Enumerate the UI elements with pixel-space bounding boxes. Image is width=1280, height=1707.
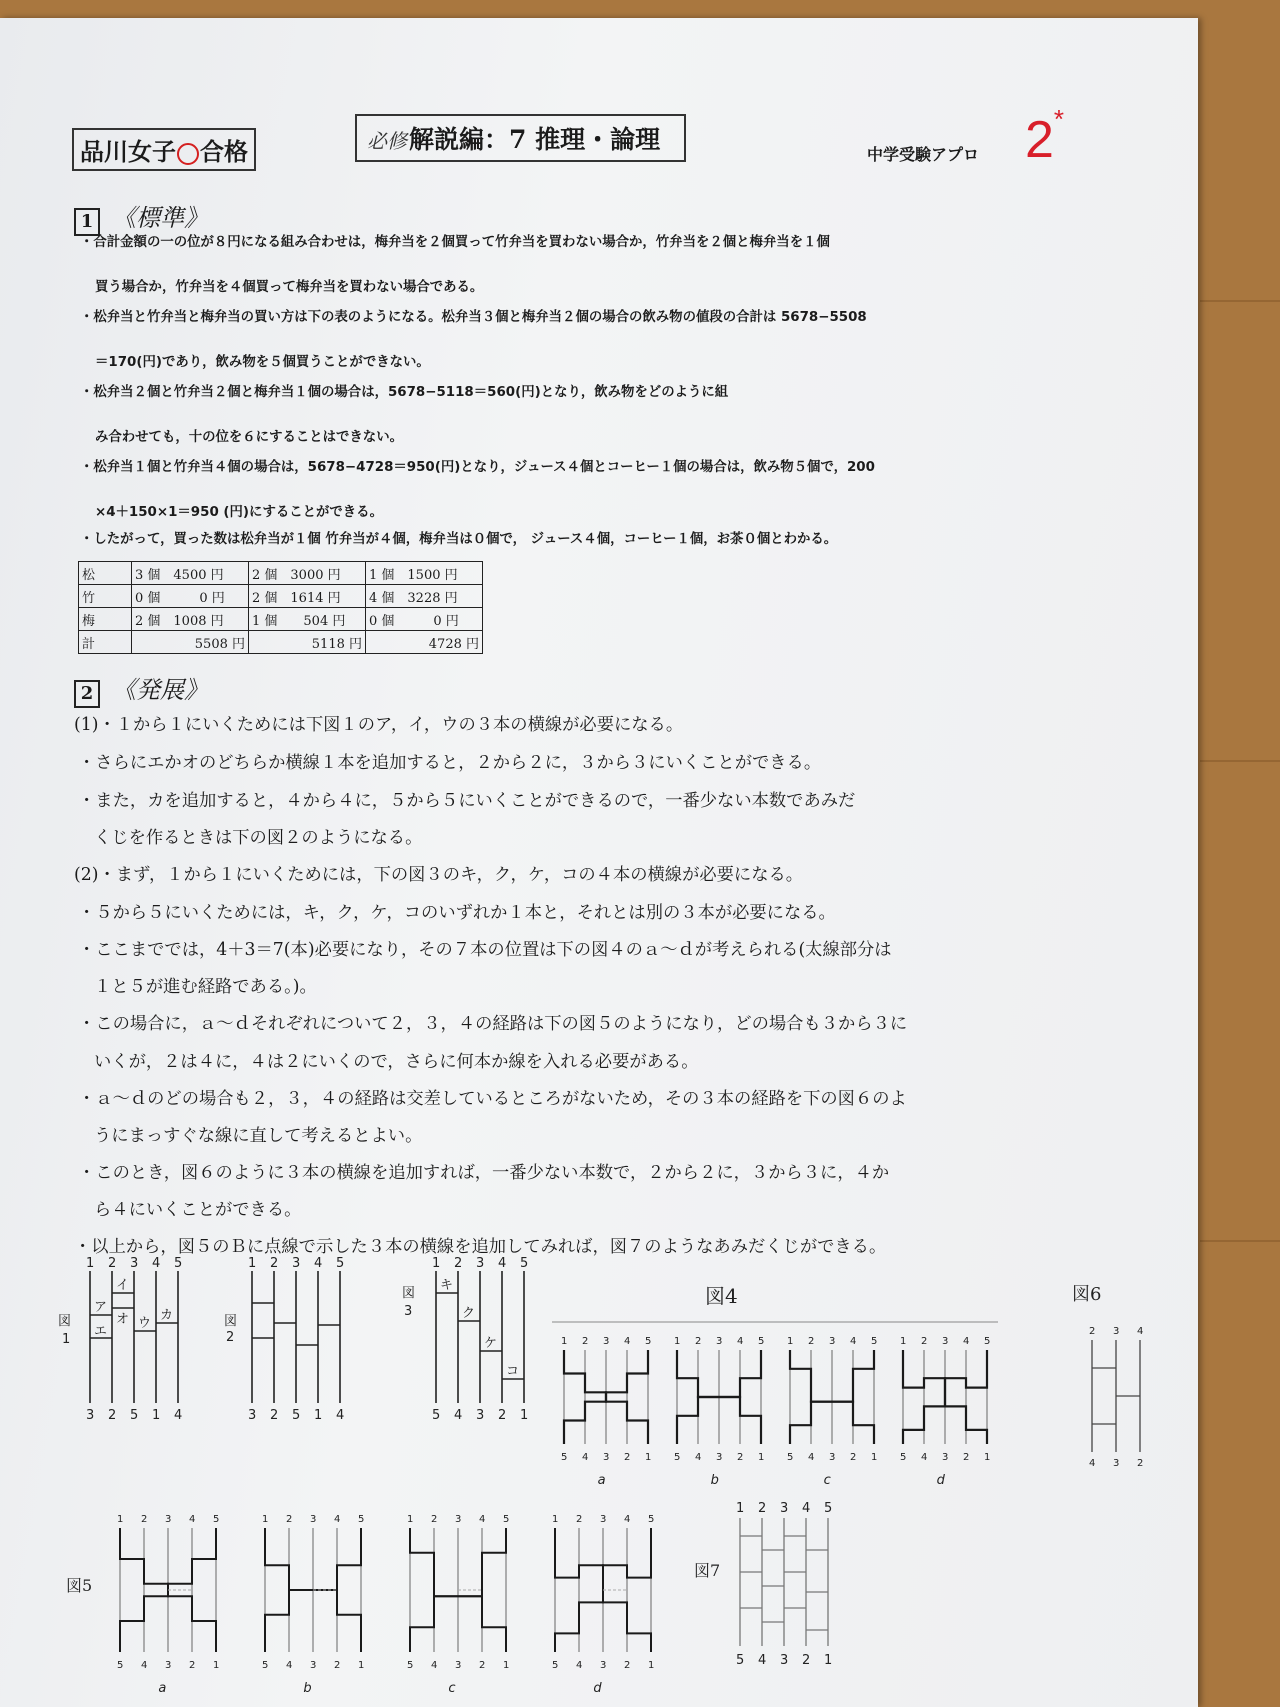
fig6-bottom-num: 2 bbox=[1137, 1458, 1144, 1469]
fig4-bottom-num: 4 bbox=[808, 1452, 815, 1463]
fig4-panel bbox=[900, 1336, 990, 1488]
school-box bbox=[72, 128, 256, 171]
fig5-bottom-num: 4 bbox=[286, 1660, 293, 1671]
fig4-bottom-num: 4 bbox=[921, 1452, 928, 1463]
figure-7 bbox=[728, 1496, 858, 1671]
fig4-top-num: 2 bbox=[695, 1336, 702, 1347]
fig4-top-num: 1 bbox=[787, 1336, 794, 1347]
s2-line: いくが，２は４に，４は２にいくので，さらに何本か線を入れる必要がある。 bbox=[94, 1052, 699, 1072]
fig4-bottom-num: 2 bbox=[624, 1452, 631, 1463]
fig5-sub-label: a bbox=[158, 1681, 167, 1696]
kana-ku: ク bbox=[462, 1306, 476, 1321]
fig2-top-num: 4 bbox=[314, 1256, 323, 1271]
table-cell: 1 個 504 円 bbox=[249, 608, 366, 631]
fig4-panels bbox=[561, 1336, 990, 1488]
fig4-sub-label: d bbox=[936, 1473, 945, 1488]
worksheet-page bbox=[0, 18, 1198, 1707]
fig4-bottom-num: 1 bbox=[871, 1452, 878, 1463]
fig4-bottom-num: 3 bbox=[829, 1452, 836, 1463]
fig3-bottom-num: 4 bbox=[454, 1408, 463, 1423]
fig4-panel bbox=[674, 1336, 764, 1488]
fig7-label: 図7 bbox=[694, 1561, 721, 1580]
fig7-bottom-num: 3 bbox=[780, 1653, 789, 1668]
table-cell: 4728 円 bbox=[366, 631, 483, 654]
fig4-bottom-num: 3 bbox=[716, 1452, 723, 1463]
kana-ke: ケ bbox=[484, 1336, 498, 1351]
fig4-bottom-num: 2 bbox=[737, 1452, 744, 1463]
fig7-top-num: 4 bbox=[802, 1501, 811, 1516]
fig7-top-num: 3 bbox=[780, 1501, 789, 1516]
fig5-top-num: 2 bbox=[576, 1514, 583, 1525]
fig2-bottom-num: 5 bbox=[292, 1408, 301, 1423]
figure-5 bbox=[108, 1496, 688, 1701]
section1-title: 《標準》 bbox=[112, 204, 208, 232]
fig5-top-num: 5 bbox=[358, 1514, 365, 1525]
fig5-top-num: 5 bbox=[503, 1514, 510, 1525]
fig5-bottom-num: 2 bbox=[624, 1660, 631, 1671]
s1-line: ×4＋150×1＝950 (円)にすることができる。 bbox=[95, 505, 383, 520]
fig7-top-num: 2 bbox=[758, 1501, 767, 1516]
fig4-top-num: 3 bbox=[942, 1336, 949, 1347]
fig5-top-num: 2 bbox=[141, 1514, 148, 1525]
fig5-top-num: 4 bbox=[189, 1514, 196, 1525]
table-cell: 竹 bbox=[79, 585, 132, 608]
kana-ko: コ bbox=[506, 1364, 520, 1379]
fig5-bottom-num: 3 bbox=[165, 1660, 172, 1671]
fig5-top-num: 5 bbox=[213, 1514, 220, 1525]
fig2-top-num: 2 bbox=[270, 1256, 279, 1271]
section1-number: 1 bbox=[74, 208, 100, 236]
fig4-top-num: 4 bbox=[624, 1336, 631, 1347]
fig3-top-num: 2 bbox=[454, 1256, 463, 1271]
fig5-sub-label: d bbox=[593, 1681, 602, 1696]
fig5-bottom-num: 1 bbox=[648, 1660, 655, 1671]
wood-grain bbox=[1200, 1240, 1280, 1242]
table-cell: 5508 円 bbox=[132, 631, 249, 654]
section2-title: 《発展》 bbox=[112, 676, 208, 704]
fig2-top-num: 3 bbox=[292, 1256, 301, 1271]
table-cell: 2 個 1008 円 bbox=[132, 608, 249, 631]
table-cell: 梅 bbox=[79, 608, 132, 631]
table-cell: 0 個 0 円 bbox=[132, 585, 249, 608]
s1-line: 買う場合か，竹弁当を４個買って梅弁当を買わない場合である。 bbox=[95, 280, 484, 295]
kana-a: ア bbox=[94, 1300, 108, 1315]
fig1-top-num: 3 bbox=[130, 1256, 139, 1271]
fig5-top-num: 4 bbox=[334, 1514, 341, 1525]
fig4-top-num: 2 bbox=[808, 1336, 815, 1347]
fig4-sub-label: b bbox=[710, 1473, 719, 1488]
hissu-handwritten: 必修 bbox=[367, 129, 407, 153]
fig5-top-num: 1 bbox=[262, 1514, 269, 1525]
table-cell: 計 bbox=[79, 631, 132, 654]
figure-4 bbox=[552, 1310, 1012, 1490]
figure-3 bbox=[400, 1253, 545, 1423]
s2-line: (1)・１から１にいくためには下図１のア，イ，ウの３本の横線が必要になる。 bbox=[74, 715, 684, 735]
fig4-bottom-num: 5 bbox=[561, 1452, 568, 1463]
kana-i: イ bbox=[116, 1278, 130, 1293]
kana-ki: キ bbox=[440, 1278, 454, 1293]
fig1-bottom-num: 4 bbox=[174, 1408, 183, 1423]
fig5-bottom-num: 3 bbox=[455, 1660, 462, 1671]
bento-table bbox=[78, 561, 483, 654]
s1-line: み合わせても，十の位を６にすることはできない。 bbox=[95, 430, 403, 445]
fig5-bottom-num: 1 bbox=[213, 1660, 220, 1671]
fig6-top-num: 4 bbox=[1137, 1326, 1144, 1337]
fig4-bottom-num: 1 bbox=[758, 1452, 765, 1463]
fig4-panel bbox=[787, 1336, 877, 1488]
fig5-top-num: 1 bbox=[552, 1514, 559, 1525]
s1-line: ・松弁当２個と竹弁当２個と梅弁当１個の場合は，5678−5118＝560(円)となり，飲み物をどのように組 bbox=[80, 385, 729, 400]
fig1-bottom-num: 1 bbox=[152, 1408, 161, 1423]
fig4-bottom-num: 3 bbox=[603, 1452, 610, 1463]
s2-line: １と５が進む経路である。)。 bbox=[94, 977, 317, 997]
fig4-label: 図4 bbox=[705, 1284, 738, 1308]
topic-title-box bbox=[355, 114, 686, 162]
fig5-bottom-num: 2 bbox=[334, 1660, 341, 1671]
fig5-label: 図5 bbox=[66, 1576, 93, 1595]
fig4-top-num: 4 bbox=[963, 1336, 970, 1347]
kana-u: ウ bbox=[138, 1316, 152, 1331]
level-number: 2 bbox=[1025, 111, 1054, 169]
s2-line: ・ここまででは，4＋3＝7(本)必要になり，その７本の位置は下の図４のａ〜ｄが考えられる(太線部分は bbox=[78, 940, 892, 960]
fig3-label-a: 図 bbox=[402, 1286, 416, 1301]
fig5-top-num: 4 bbox=[624, 1514, 631, 1525]
table-cell: 2 個 1614 円 bbox=[249, 585, 366, 608]
fig1-top-num: 2 bbox=[108, 1256, 117, 1271]
fig5-top-num: 3 bbox=[455, 1514, 462, 1525]
fig7-top-num: 1 bbox=[736, 1501, 745, 1516]
fig5-top-num: 2 bbox=[431, 1514, 438, 1525]
fig4-top-num: 1 bbox=[900, 1336, 907, 1347]
fig6-bottom-num: 4 bbox=[1089, 1458, 1096, 1469]
fig4-bottom-num: 5 bbox=[787, 1452, 794, 1463]
fig5-bottom-num: 4 bbox=[431, 1660, 438, 1671]
fig3-label-b: 3 bbox=[404, 1304, 413, 1319]
fig1-bottom-num: 2 bbox=[108, 1408, 117, 1423]
s2-line: ・ａ〜ｄのどの場合も２，３，４の経路は交差しているところがないため，その３本の経路を下の図６のよ bbox=[78, 1089, 907, 1109]
fig5-bottom-num: 3 bbox=[600, 1660, 607, 1671]
school-name: 品川女子 bbox=[80, 137, 176, 166]
fig4-bottom-num: 1 bbox=[645, 1452, 652, 1463]
fig4-top-num: 4 bbox=[737, 1336, 744, 1347]
s1-line: ・松弁当１個と竹弁当４個の場合は，5678−4728＝950(円)となり，ジュース４個とコーヒー１個の場合は，飲み物５個で，200 bbox=[80, 460, 875, 475]
s1-line: ＝170(円)であり，飲み物を５個買うことができない。 bbox=[95, 355, 430, 370]
fig2-label-a: 図 bbox=[224, 1314, 238, 1329]
kana-o: オ bbox=[116, 1312, 130, 1327]
fig1-top-num: 1 bbox=[86, 1256, 95, 1271]
figure-6 bbox=[1080, 1318, 1160, 1478]
fig3-top-num: 1 bbox=[432, 1256, 441, 1271]
fig5-bottom-num: 5 bbox=[407, 1660, 414, 1671]
fig1-bottom-num: 5 bbox=[130, 1408, 139, 1423]
s2-line: ・このとき，図６のように３本の横線を追加すれば，一番少ない本数で，２から２に，３から３に，４か bbox=[78, 1163, 890, 1183]
fig3-bottom-num: 1 bbox=[520, 1408, 529, 1423]
figure-1 bbox=[58, 1253, 203, 1423]
s1-line: ・松弁当と竹弁当と梅弁当の買い方は下の表のようになる。松弁当３個と梅弁当２個の場合の飲み物の値段の合計は 5678−5508 bbox=[80, 310, 867, 325]
fig5-sub-label: c bbox=[448, 1681, 456, 1696]
fig5-top-num: 1 bbox=[407, 1514, 414, 1525]
fig2-top-num: 5 bbox=[336, 1256, 345, 1271]
fig4-top-num: 3 bbox=[829, 1336, 836, 1347]
fig1-bottom-num: 3 bbox=[86, 1408, 95, 1423]
fig5-bottom-num: 1 bbox=[503, 1660, 510, 1671]
fig4-bottom-num: 3 bbox=[942, 1452, 949, 1463]
table-row bbox=[79, 585, 483, 608]
fig5-bottom-num: 4 bbox=[576, 1660, 583, 1671]
fig5-top-num: 4 bbox=[479, 1514, 486, 1525]
fig3-top-num: 4 bbox=[498, 1256, 507, 1271]
fig3-top-num: 3 bbox=[476, 1256, 485, 1271]
fig4-bottom-num: 4 bbox=[582, 1452, 589, 1463]
fig3-bottom-num: 3 bbox=[476, 1408, 485, 1423]
table-cell: 5118 円 bbox=[249, 631, 366, 654]
s1-line: ・合計金額の一の位が８円になる組み合わせは，梅弁当を２個買って竹弁当を買わない場合か，竹弁当を２個と梅弁当を１個 bbox=[80, 235, 830, 250]
table-row bbox=[79, 608, 483, 631]
fig4-top-num: 2 bbox=[582, 1336, 589, 1347]
fig5-panels bbox=[117, 1514, 654, 1696]
fig5-panel bbox=[407, 1514, 509, 1696]
fig5-panel bbox=[262, 1514, 364, 1696]
pass-label: 合格 bbox=[200, 137, 248, 166]
fig5-bottom-num: 2 bbox=[479, 1660, 486, 1671]
fig6-bottom-num: 3 bbox=[1113, 1458, 1120, 1469]
fig4-top-num: 3 bbox=[716, 1336, 723, 1347]
s2-line: うにまっすぐな線に直して考えるとよい。 bbox=[94, 1126, 423, 1146]
fig5-top-num: 3 bbox=[600, 1514, 607, 1525]
fig5-bottom-num: 1 bbox=[358, 1660, 365, 1671]
fig5-top-num: 3 bbox=[165, 1514, 172, 1525]
fig3-bottom-num: 5 bbox=[432, 1408, 441, 1423]
kana-e: エ bbox=[94, 1324, 108, 1339]
s2-line: くじを作るときは下の図２のようになる。 bbox=[94, 828, 423, 848]
fig4-top-num: 2 bbox=[921, 1336, 928, 1347]
fig4-bottom-num: 4 bbox=[695, 1452, 702, 1463]
fig5-bottom-num: 5 bbox=[552, 1660, 559, 1671]
fig1-label-a: 図 bbox=[58, 1314, 72, 1329]
fig2-bottom-num: 3 bbox=[248, 1408, 257, 1423]
difficulty-level bbox=[1025, 104, 1065, 170]
fig4-top-num: 5 bbox=[758, 1336, 765, 1347]
table-cell: 1 個 1500 円 bbox=[366, 562, 483, 585]
fig5-panel bbox=[552, 1514, 654, 1696]
fig7-bottom-num: 2 bbox=[802, 1653, 811, 1668]
s2-line: ・５から５にいくためには，キ，ク，ケ，コのいずれか１本と，それとは別の３本が必要になる。 bbox=[78, 903, 836, 923]
fig5-bottom-num: 5 bbox=[117, 1660, 124, 1671]
table-cell: 4 個 3228 円 bbox=[366, 585, 483, 608]
fig1-top-num: 4 bbox=[152, 1256, 161, 1271]
fig7-bottom-num: 4 bbox=[758, 1653, 767, 1668]
s2-line: ・また，カを追加すると，４から４に，５から５にいくことができるので，一番少ない本数であみだ bbox=[78, 791, 856, 811]
fig4-top-num: 5 bbox=[645, 1336, 652, 1347]
brand-name: 中学受験アプロ bbox=[867, 145, 980, 164]
s1-line: ・したがって，買った数は松弁当が１個 竹弁当が４個，梅弁当は０個で， ジュース４個，コーヒー１個，お茶０個とわかる。 bbox=[80, 532, 838, 547]
kana-ka: カ bbox=[160, 1308, 174, 1323]
fig4-bottom-num: 1 bbox=[984, 1452, 991, 1463]
fig4-bottom-num: 5 bbox=[674, 1452, 681, 1463]
fig5-top-num: 5 bbox=[648, 1514, 655, 1525]
fig6-top-num: 3 bbox=[1113, 1326, 1120, 1337]
red-circle-stamp-icon bbox=[177, 143, 199, 165]
fig4-bottom-num: 2 bbox=[963, 1452, 970, 1463]
fig4-top-num: 1 bbox=[674, 1336, 681, 1347]
s2-line: ら４にいくことができる。 bbox=[94, 1200, 302, 1220]
fig3-bottom-num: 2 bbox=[498, 1408, 507, 1423]
fig5-bottom-num: 4 bbox=[141, 1660, 148, 1671]
wood-grain bbox=[1200, 300, 1280, 302]
fig2-bottom-num: 4 bbox=[336, 1408, 345, 1423]
fig5-bottom-num: 5 bbox=[262, 1660, 269, 1671]
fig6-top-num: 2 bbox=[1089, 1326, 1096, 1337]
fig4-bottom-num: 5 bbox=[900, 1452, 907, 1463]
fig7-bottom-num: 5 bbox=[736, 1653, 745, 1668]
s2-line: ・この場合に，ａ〜ｄそれぞれについて２，３，４の経路は下の図５のようになり，どの場合も３から３に bbox=[78, 1014, 908, 1034]
fig3-top-num: 5 bbox=[520, 1256, 529, 1271]
fig7-top-num: 5 bbox=[824, 1501, 833, 1516]
fig4-top-num: 5 bbox=[984, 1336, 991, 1347]
fig4-top-num: 1 bbox=[561, 1336, 568, 1347]
table-cell: 2 個 3000 円 bbox=[249, 562, 366, 585]
fig6-label: 図6 bbox=[1072, 1284, 1102, 1305]
fig5-top-num: 2 bbox=[286, 1514, 293, 1525]
fig2-label-b: 2 bbox=[226, 1330, 235, 1345]
fig5-panel bbox=[117, 1514, 219, 1696]
fig5-top-num: 3 bbox=[310, 1514, 317, 1525]
topic-title: 解説編：7 推理・論理 bbox=[409, 125, 661, 154]
fig2-top-num: 1 bbox=[248, 1256, 257, 1271]
s2-line: ・以上から，図５のＢに点線で示した３本の横線を追加してみれば，図７のようなあみだくじができる。 bbox=[74, 1237, 887, 1257]
fig7-bottom-num: 1 bbox=[824, 1653, 833, 1668]
fig2-bottom-num: 2 bbox=[270, 1408, 279, 1423]
fig4-sub-label: c bbox=[823, 1473, 831, 1488]
wood-grain bbox=[1200, 760, 1280, 762]
fig4-top-num: 3 bbox=[603, 1336, 610, 1347]
section2-number: 2 bbox=[74, 680, 100, 708]
level-star: * bbox=[1053, 104, 1065, 134]
fig4-sub-label: a bbox=[597, 1473, 606, 1488]
fig5-top-num: 1 bbox=[117, 1514, 124, 1525]
fig2-bottom-num: 1 bbox=[314, 1408, 323, 1423]
figure-2 bbox=[222, 1253, 357, 1423]
table-cell: 3 個 4500 円 bbox=[132, 562, 249, 585]
table-cell: 0 個 0 円 bbox=[366, 608, 483, 631]
fig1-top-num: 5 bbox=[174, 1256, 183, 1271]
table-cell: 松 bbox=[79, 562, 132, 585]
fig1-label-b: 1 bbox=[62, 1332, 71, 1347]
fig4-panel bbox=[561, 1336, 651, 1488]
fig5-bottom-num: 2 bbox=[189, 1660, 196, 1671]
table-row bbox=[79, 562, 483, 585]
fig5-sub-label: b bbox=[303, 1681, 312, 1696]
fig4-top-num: 5 bbox=[871, 1336, 878, 1347]
fig4-bottom-num: 2 bbox=[850, 1452, 857, 1463]
table-row bbox=[79, 631, 483, 654]
fig5-bottom-num: 3 bbox=[310, 1660, 317, 1671]
s2-line: ・さらにエかオのどちらか横線１本を追加すると，２から２に，３から３にいくことができる。 bbox=[78, 753, 822, 773]
s2-line: (2)・まず，１から１にいくためには，下の図３のキ，ク，ケ，コの４本の横線が必要になる。 bbox=[74, 865, 804, 885]
fig4-top-num: 4 bbox=[850, 1336, 857, 1347]
